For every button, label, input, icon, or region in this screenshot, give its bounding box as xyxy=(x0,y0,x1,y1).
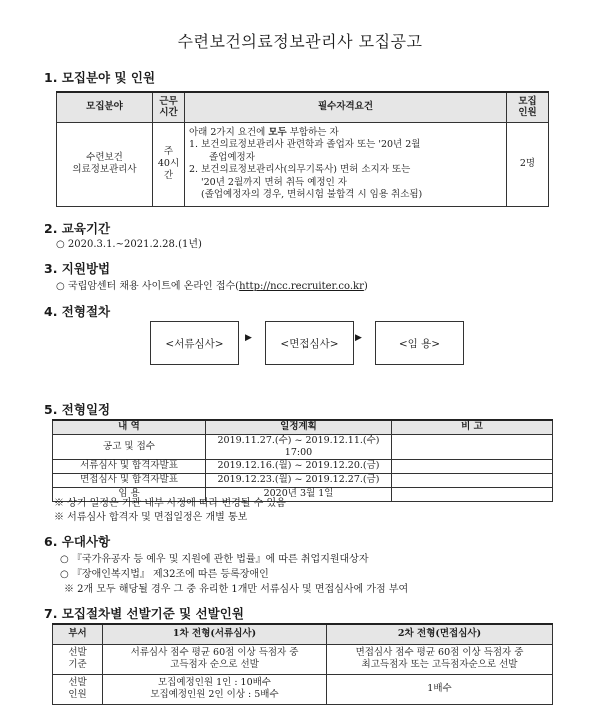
schedule-date: 2019.12.16.(월) ~ 2019.12.20.(금) xyxy=(206,459,392,473)
req-line: (졸업예정자의 경우, 면허시험 불합격 시 임용 취소됨) xyxy=(201,189,423,200)
section-5-heading: 5. 전형일정 xyxy=(44,402,111,417)
cell-count: 2명 xyxy=(507,122,549,206)
criteria-round2 xyxy=(327,644,553,674)
apply-text-end: ) xyxy=(363,281,368,292)
header-count-text: 모집 인원 xyxy=(518,96,537,119)
step-interview: <면접심사> xyxy=(265,321,354,365)
page-title: 수련보건의료정보관리사 모집공고 xyxy=(177,32,423,51)
table-row xyxy=(53,674,553,704)
cell-field xyxy=(57,122,153,206)
schedule-table xyxy=(52,419,553,502)
header-hours-text: 근무 시간 xyxy=(159,96,178,119)
req-line: '20년 2월까지 면허 취득 예정인 자 xyxy=(201,176,347,188)
cell-requirements xyxy=(185,122,507,206)
recruit-site-link[interactable]: http://ncc.recruiter.co.kr xyxy=(239,281,364,292)
apply-method xyxy=(56,277,368,292)
req-line: 2. 보건의료정보관리사(의무기록사) 면허 소지자 또는 xyxy=(189,164,411,175)
table-row xyxy=(53,644,553,674)
schedule-note: ※ 상기 일정은 기관 내부 사정에 따라 변경될 수 있음 xyxy=(54,498,286,509)
schedule-date: 2019.12.23.(월) ~ 2019.12.27.(금) xyxy=(206,473,392,487)
schedule-remark xyxy=(392,487,553,501)
preference-note: ※ 2개 모두 해당될 경우 그 중 유리한 1개만 서류심사 및 면접심사에 가점 부여 xyxy=(64,584,409,595)
field-line: 수련보건 xyxy=(86,152,123,163)
schedule-remark xyxy=(392,459,553,473)
section-7-heading: 7. 모집절차별 선발기준 및 선발인원 xyxy=(44,606,244,621)
criteria-line: 면접심사 점수 평균 60점 이상 득점자 중 xyxy=(355,647,524,658)
header-dept: 부서 xyxy=(53,624,103,644)
preference-item: ○ 『국가유공자 등 예우 및 지원에 관한 법률』에 따른 취업지원대상자 xyxy=(60,554,369,565)
hours-line: 주 xyxy=(163,146,174,157)
step-appointment: <임 용> xyxy=(375,321,464,365)
preference-item: ○ 『장애인복지법』 제32조에 따른 등록장애인 xyxy=(60,569,269,580)
criteria-line: 서류심사 점수 평균 60점 이상 득점자 중 xyxy=(130,647,299,658)
schedule-item: 공고 및 접수 xyxy=(53,434,206,459)
education-period: ○ 2020.3.1.~2021.2.28.(1년) xyxy=(56,239,202,250)
row-label xyxy=(53,644,103,674)
table-row xyxy=(53,459,553,473)
arrow-right-icon: ▶ xyxy=(245,333,252,343)
criteria-round1 xyxy=(103,644,327,674)
field-line: 의료정보관리사 xyxy=(72,164,137,175)
headcount-line: 모집예정인원 1인 : 10배수 xyxy=(158,677,271,688)
row-label-line: 기준 xyxy=(68,659,87,670)
schedule-item: 임 용 xyxy=(53,487,206,501)
header-count xyxy=(507,92,549,122)
headcount-line: 모집예정인원 2인 이상 : 5배수 xyxy=(150,689,279,700)
arrow-right-icon: ▶ xyxy=(355,333,362,343)
req-intro-text: 아래 2가지 요건에 xyxy=(189,126,269,138)
step-document-review: <서류심사> xyxy=(150,321,239,365)
recruitment-table xyxy=(56,91,549,207)
req-intro-bold: 모두 xyxy=(268,126,287,138)
table-row xyxy=(53,473,553,487)
schedule-remark xyxy=(392,473,553,487)
req-intro xyxy=(189,127,502,140)
row-label-line: 선발 xyxy=(68,647,87,658)
header-requirements: 필수자격요건 xyxy=(185,92,507,122)
criteria-line: 고득점자 순으로 선발 xyxy=(170,659,259,670)
schedule-note: ※ 서류심사 합격자 및 면접일정은 개별 통보 xyxy=(54,512,248,523)
cell-hours xyxy=(153,122,185,206)
section-2-heading: 2. 교육기간 xyxy=(44,221,111,236)
schedule-remark xyxy=(392,434,553,459)
section-1-heading: 1. 모집분야 및 인원 xyxy=(44,70,156,85)
header-round2: 2차 전형(면접심사) xyxy=(327,624,553,644)
req-line: 1. 보건의료정보관리사 관련학과 졸업자 또는 '20년 2월 xyxy=(189,139,421,150)
row-label xyxy=(53,674,103,704)
header-item: 내 역 xyxy=(53,420,206,434)
selection-table xyxy=(52,623,553,705)
apply-text: ○ 국립암센터 채용 사이트에 온라인 접수( xyxy=(56,281,240,292)
criteria-line: 최고득점자 또는 고득점자순으로 선발 xyxy=(361,659,518,670)
headcount-round2: 1배수 xyxy=(327,674,553,704)
req-intro-end: 부합하는 자 xyxy=(286,126,339,138)
schedule-item: 서류심사 및 합격자발표 xyxy=(53,459,206,473)
header-schedule: 일정계획 xyxy=(206,420,392,434)
table-row xyxy=(53,434,553,459)
section-6-heading: 6. 우대사항 xyxy=(44,534,111,549)
schedule-date: 2020년 3월 1일 xyxy=(206,487,392,501)
schedule-date: 2019.11.27.(수) ~ 2019.12.11.(수) 17:00 xyxy=(206,434,392,459)
headcount-round1 xyxy=(103,674,327,704)
header-remarks: 비 고 xyxy=(392,420,553,434)
req-line: 졸업예정자 xyxy=(209,151,255,163)
header-hours xyxy=(153,92,185,122)
section-4-heading: 4. 전형절차 xyxy=(44,304,111,319)
row-label-line: 인원 xyxy=(68,689,87,700)
header-field: 모집분야 xyxy=(57,92,153,122)
section-3-heading: 3. 지원방법 xyxy=(44,261,111,276)
hours-line: 40시간 xyxy=(157,158,180,181)
schedule-item: 면접심사 및 합격자발표 xyxy=(53,473,206,487)
header-round1: 1차 전형(서류심사) xyxy=(103,624,327,644)
row-label-line: 선발 xyxy=(68,677,87,688)
